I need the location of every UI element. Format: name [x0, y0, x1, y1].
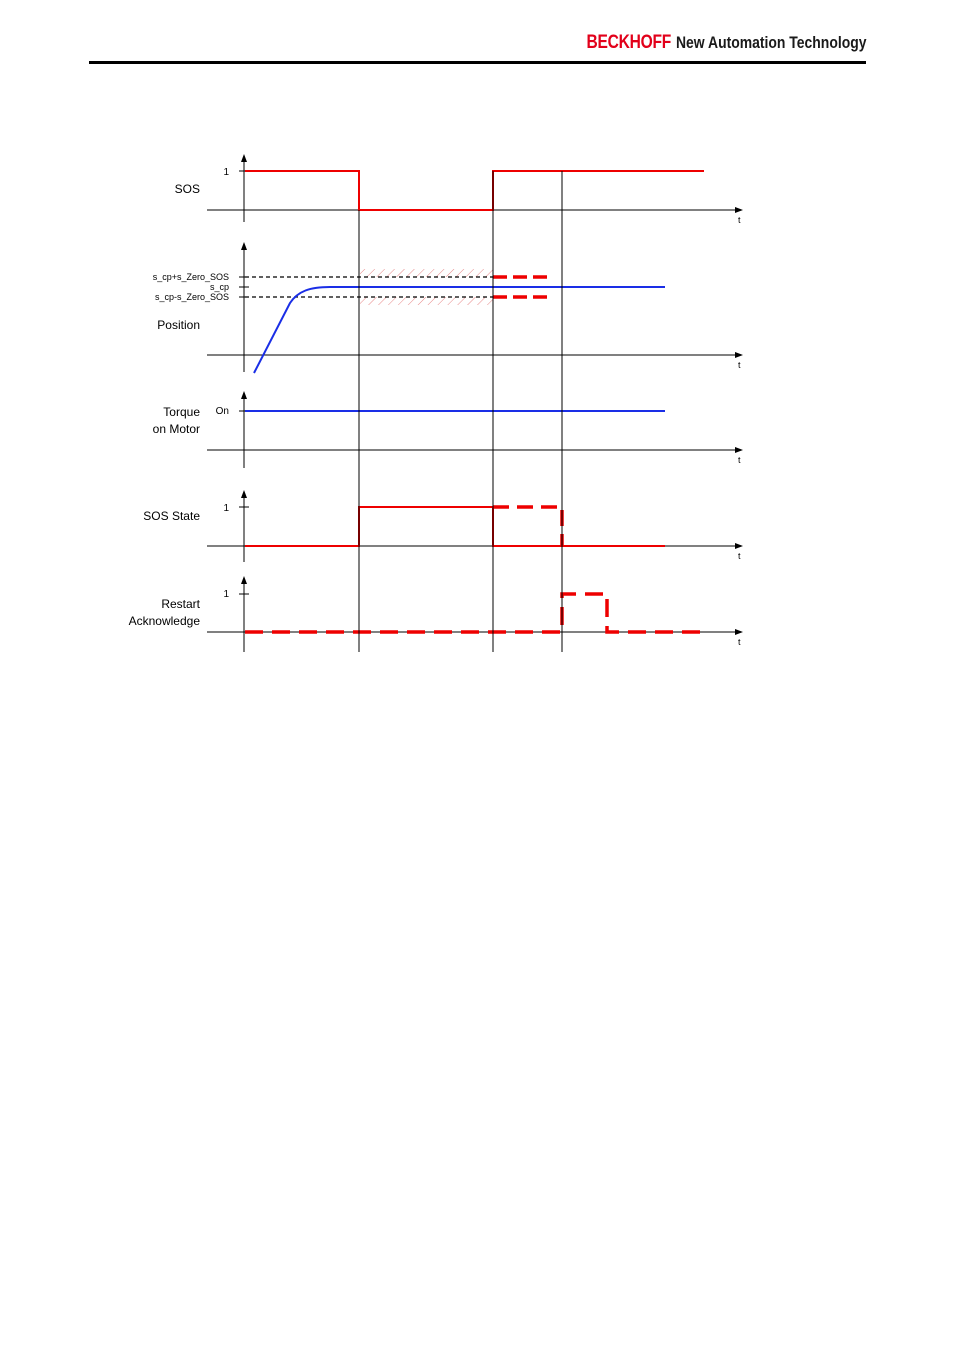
torque-y-axis-arrow [241, 391, 247, 399]
sos-state-level-label: 1 [223, 503, 229, 514]
sos-state-time-label: t [738, 551, 741, 561]
sos-y-axis-arrow [241, 154, 247, 162]
position-time-axis-arrow [735, 352, 743, 358]
brand-tagline: New Automation Technology [675, 33, 866, 52]
torque-time-label: t [738, 455, 741, 465]
position-upper-limit-label: s_cp+s_Zero_SOS [152, 272, 229, 282]
position-upper-hatch-zone [360, 269, 493, 277]
torque-row [153, 391, 743, 468]
torque-label-line2: on Motor [152, 422, 200, 436]
torque-time-axis-arrow [735, 447, 743, 453]
sos-label: SOS [174, 182, 200, 196]
torque-label-line1: Torque [163, 405, 200, 419]
restart-time-axis-arrow [735, 629, 743, 635]
restart-signal [245, 594, 702, 632]
position-time-label: t [738, 360, 741, 370]
sos-time-axis-arrow [735, 207, 743, 213]
torque-level-label: On [215, 406, 229, 417]
restart-level-label: 1 [223, 589, 229, 600]
position-y-axis-arrow [241, 242, 247, 250]
position-row [153, 242, 743, 373]
sos-signal [245, 171, 704, 210]
sos-state-y-axis-arrow [241, 490, 247, 498]
restart-y-axis-arrow [241, 576, 247, 584]
sos-time-label: t [738, 215, 741, 225]
sos-state-alternate-signal [493, 507, 562, 546]
sos-state-signal [245, 507, 665, 546]
restart-row [129, 576, 743, 652]
restart-time-label: t [738, 637, 741, 647]
restart-label-line1: Restart [161, 597, 200, 611]
sos-state-row [143, 490, 743, 562]
position-center-label: s_cp [209, 282, 229, 292]
sos-level-label: 1 [223, 167, 229, 178]
restart-label-line2: Acknowledge [128, 614, 200, 628]
sos-row [175, 154, 743, 225]
position-lower-hatch-zone [360, 297, 493, 305]
position-label: Position [157, 318, 200, 332]
position-lower-limit-label: s_cp-s_Zero_SOS [154, 292, 229, 302]
sos-state-label: SOS State [143, 509, 200, 523]
brand-name: BECKHOFF [585, 32, 671, 53]
sos-state-time-axis-arrow [735, 543, 743, 549]
